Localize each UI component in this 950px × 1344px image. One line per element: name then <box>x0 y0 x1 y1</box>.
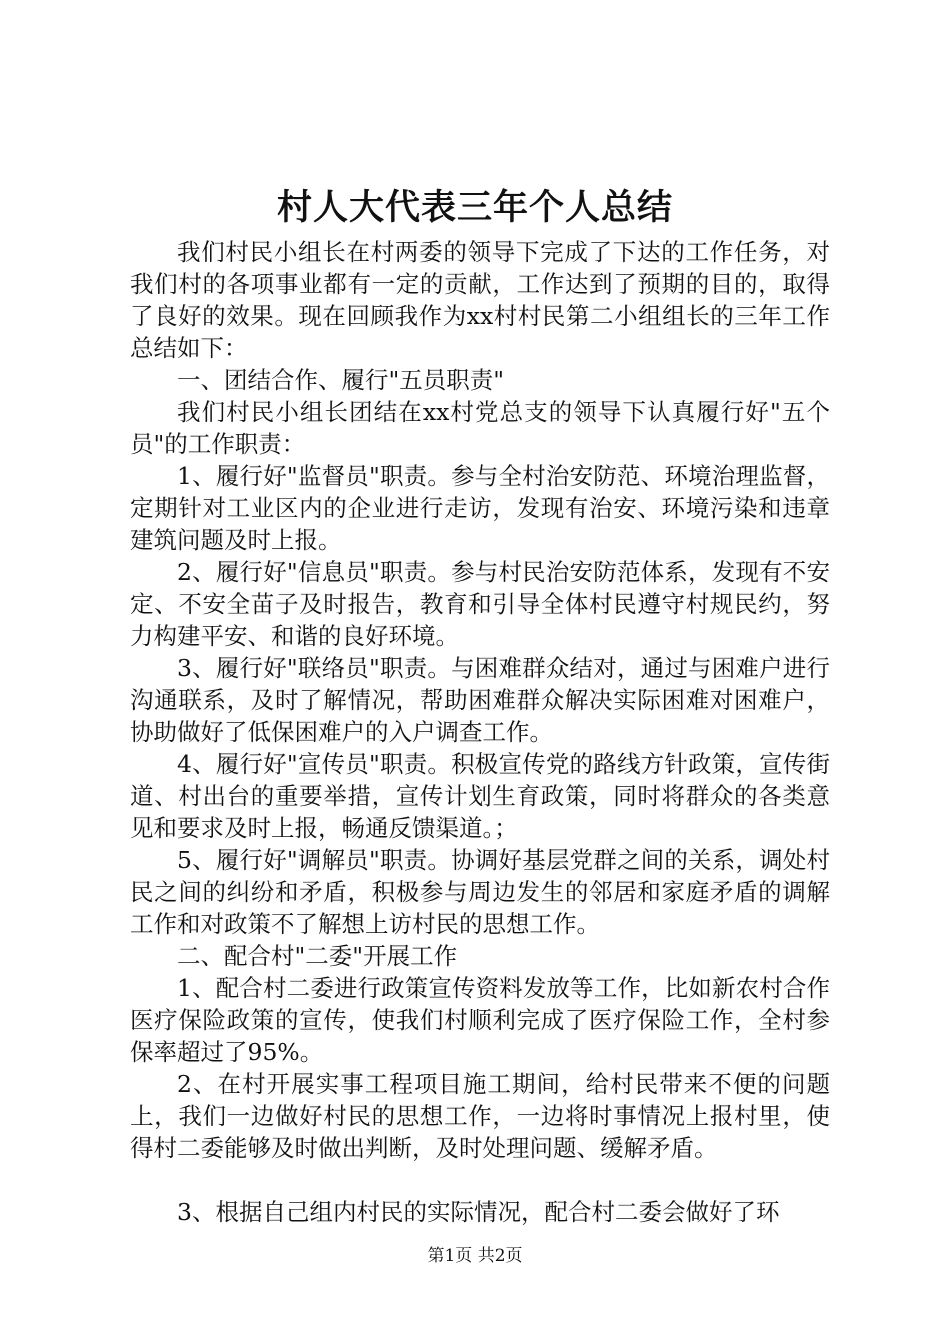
section-heading-2: 二、配合村"二委"开展工作 <box>177 942 458 970</box>
document-body <box>130 236 830 1228</box>
paragraph-cooperation-3: 3、根据自己组内村民的实际情况，配合村二委会做好了环 <box>177 1198 780 1226</box>
document-title: 村人大代表三年个人总结 <box>276 187 673 228</box>
section-heading-1: 一、团结合作、履行"五员职责" <box>177 366 505 394</box>
paragraph-duty-publicity: 4、履行好"宣传员"职责。积极宣传党的路线方针政策，宣传街道、村出台的重要举措，宣传计划生育政策，同时将群众的各类意见和要求及时上报，畅通反馈渠道。； <box>130 750 830 842</box>
paragraph-duty-supervisor: 1、履行好"监督员"职责。参与全村治安防范、环境治理监督，定期针对工业区内的企业进行走访，发现有治安、环境污染和违章建筑问题及时上报。 <box>130 462 830 554</box>
paragraph-duty-informant: 2、履行好"信息员"职责。参与村民治安防范体系，发现有不安定、不安全苗子及时报告，教育和引导全体村民遵守村规民约，努力构建平安、和谐的良好环境。 <box>130 558 830 650</box>
paragraph-duty-liaison: 3、履行好"联络员"职责。与困难群众结对，通过与困难户进行沟通联系，及时了解情况，帮助困难群众解决实际困难对困难户，协助做好了低保困难户的入户调查工作。 <box>130 654 830 746</box>
paragraph-five-duties-intro: 我们村民小组长团结在xx村党总支的领导下认真履行好"五个员"的工作职责： <box>130 398 830 458</box>
page-number-footer: 第1页 共2页 <box>427 1246 523 1266</box>
paragraph-cooperation-2: 2、在村开展实事工程项目施工期间，给村民带来不便的问题上，我们一边做好村民的思想工作，一边将时事情况上报村里，使得村二委能够及时做出判断，及时处理问题、缓解矛盾。 <box>130 1070 830 1162</box>
paragraph-duty-mediator: 5、履行好"调解员"职责。协调好基层党群之间的关系，调处村民之间的纠纷和矛盾，积极参与周边发生的邻居和家庭矛盾的调解工作和对政策不了解想上访村民的思想工作。 <box>130 846 830 938</box>
paragraph-cooperation-1: 1、配合村二委进行政策宣传资料发放等工作，比如新农村合作医疗保险政策的宣传，使我们村顺利完成了医疗保险工作，全村参保率超过了95%。 <box>130 974 830 1066</box>
paragraph-intro: 我们村民小组长在村两委的领导下完成了下达的工作任务，对我们村的各项事业都有一定的贡献，工作达到了预期的目的，取得了良好的效果。现在回顾我作为xx村村民第二小组组长的三年工作总结如下： <box>130 238 830 362</box>
